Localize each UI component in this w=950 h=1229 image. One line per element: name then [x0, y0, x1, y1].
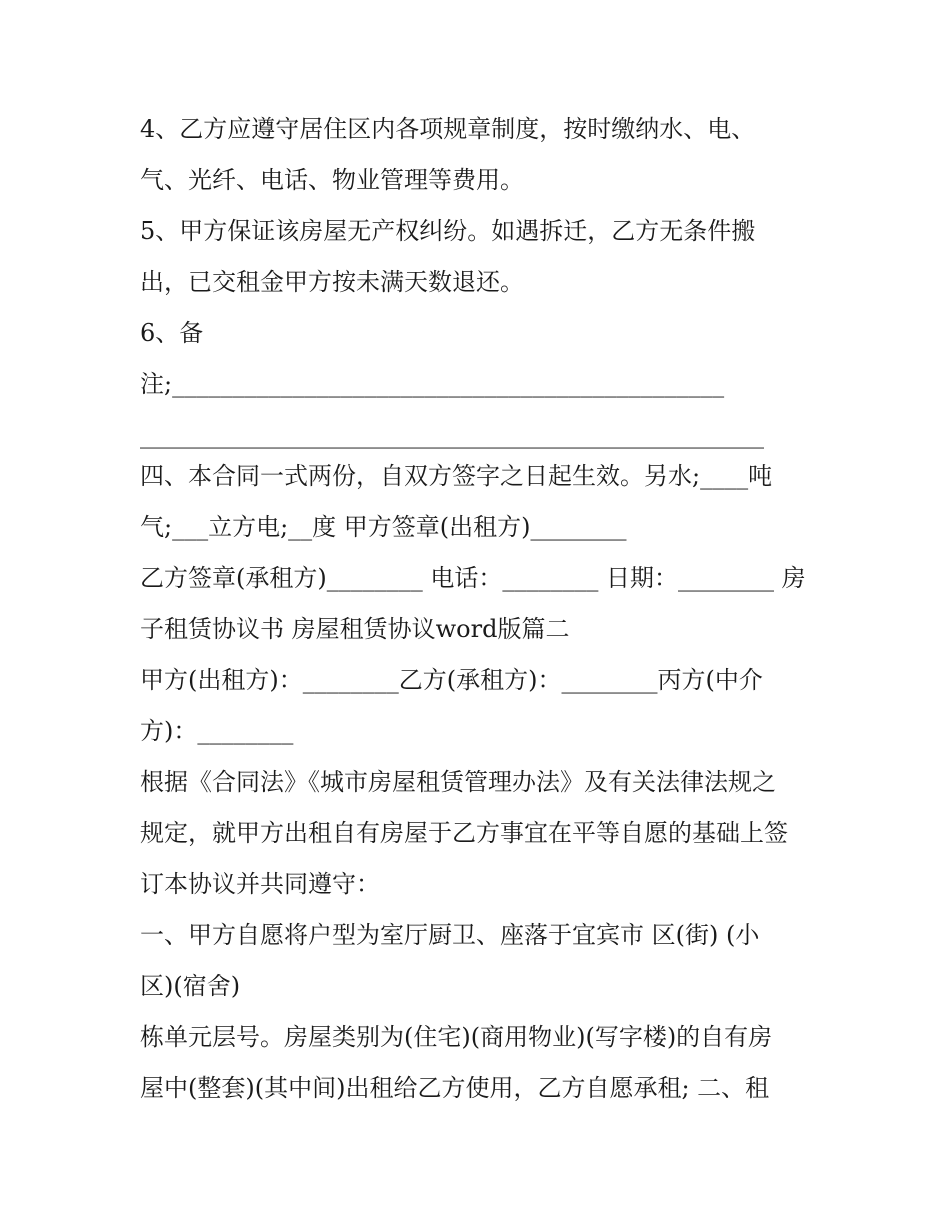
text-line: 出，已交租金甲方按未满天数退还。 — [140, 268, 524, 296]
text-line: 注;______________________________________________ — [140, 370, 725, 398]
text-line: 区)(宿舍) — [140, 972, 241, 1000]
text-line: 气;___立方电;__度 甲方签章(出租方)________ — [140, 513, 627, 541]
text-line: 乙方签章(承租方)________ 电话：________ 日期：________ 房 — [140, 564, 806, 592]
text-line: 方)：________ — [140, 717, 294, 745]
text-line: 规定，就甲方出租自有房屋于乙方事宜在平等自愿的基础上签 — [140, 819, 788, 847]
text-line: 5、甲方保证该房屋无产权纠纷。如遇拆迁，乙方无条件搬 — [140, 217, 756, 245]
text-line: 屋中(整套)(其中间)出租给乙方使用，乙方自愿承租; 二、租 — [140, 1074, 770, 1102]
text-line: 子租赁协议书 房屋租赁协议word版篇二 — [140, 615, 570, 643]
text-line: 4、乙方应遵守居住区内各项规章制度，按时缴纳水、电、 — [140, 115, 756, 143]
text-line: 订本协议并共同遵守： — [140, 870, 380, 898]
text-line: 四、本合同一式两份，自双方签字之日起生效。另水;____吨 — [140, 462, 773, 490]
text-line: 气、光纤、电话、物业管理等费用。 — [140, 166, 524, 194]
text-line: 根据《合同法》《城市房屋租赁管理办法》及有关法律法规之 — [140, 768, 776, 796]
text-line: ____________________________________________________ — [140, 421, 764, 449]
text-line: 一、甲方自愿将户型为室厅厨卫、座落于宜宾市 区(街) (小 — [140, 921, 760, 949]
text-line: 甲方(出租方)：________乙方(承租方)：________丙方(中介 — [140, 666, 763, 694]
text-line: 6、备 — [140, 319, 204, 347]
text-line: 栋单元层号。房屋类别为(住宅)(商用物业)(写字楼)的自有房 — [140, 1023, 773, 1051]
